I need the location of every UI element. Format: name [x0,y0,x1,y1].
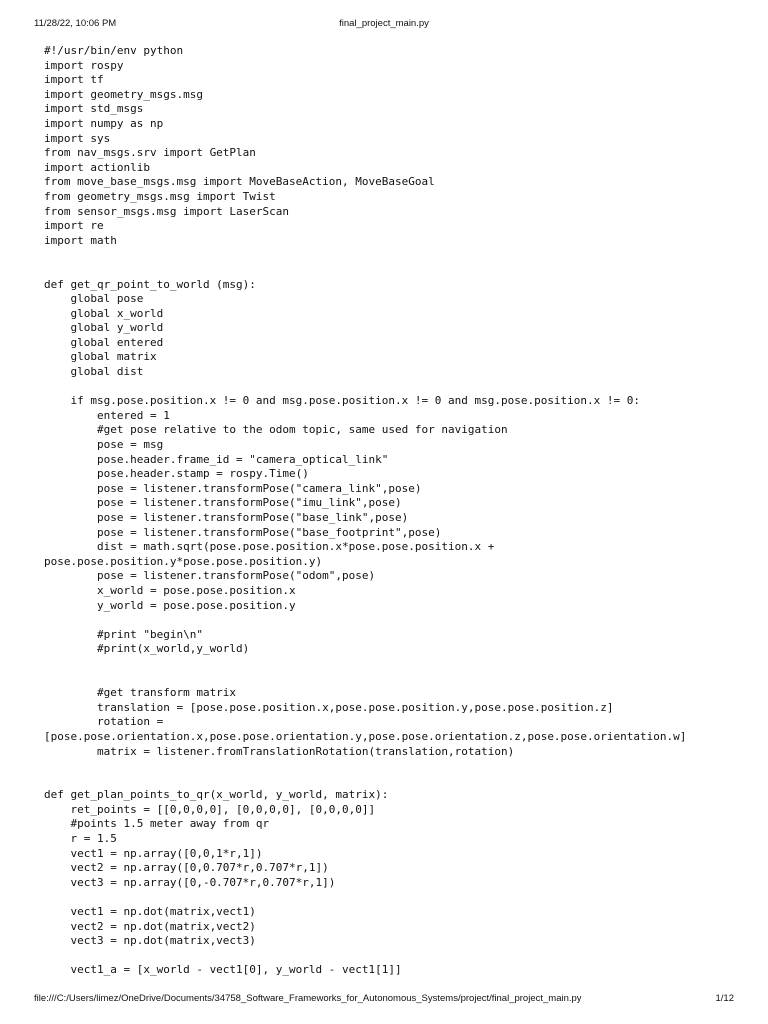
print-datetime: 11/28/22, 10:06 PM [34,18,117,29]
code-line: global x_world [44,306,164,320]
code-line: vect1 = np.dot(matrix,vect1) [44,905,256,919]
code-line: global pose [44,292,144,306]
code-line: import sys [44,131,111,145]
page-number: 1/12 [715,993,734,1004]
code-line: def get_qr_point_to_world (msg): [44,277,256,291]
code-line: translation = [pose.pose.position.x,pose.pose.position.y,pose.pose.position.z] [44,700,614,714]
code-line: y_world = pose.pose.position.y [44,598,296,612]
code-listing [44,44,686,978]
code-line: import std_msgs [44,102,144,116]
code-line: vect3 = np.dot(matrix,vect3) [44,934,256,948]
code-line: from nav_msgs.srv import GetPlan [44,146,256,160]
code-line: #!/usr/bin/env python [44,44,184,57]
code-line: pose = listener.transformPose("camera_link",pose) [44,481,422,495]
code-line: rotation = [44,715,164,729]
code-line: pose = listener.transformPose("imu_link",pose) [44,496,402,510]
code-line: from move_base_msgs.msg import MoveBaseAction, MoveBaseGoal [44,175,435,189]
code-line: vect1 = np.array([0,0,1*r,1]) [44,846,263,860]
code-line: ret_points = [[0,0,0,0], [0,0,0,0], [0,0,0,0]] [44,802,376,816]
code-line: pose.header.stamp = rospy.Time() [44,467,309,481]
code-line: dist = math.sqrt(pose.pose.position.x*pose.pose.position.x + [44,540,495,554]
code-line: pose.pose.position.y*pose.pose.position.y) [44,554,323,568]
code-line: import math [44,233,117,247]
code-line: pose = listener.transformPose("base_footprint",pose) [44,525,442,539]
code-line: import geometry_msgs.msg [44,87,203,101]
code-line: pose = listener.transformPose("base_link",pose) [44,511,409,524]
code-line: vect3 = np.array([0,-0.707*r,0.707*r,1]) [44,875,336,889]
code-line: import rospy [44,58,124,72]
code-line: pose = msg [44,438,164,452]
code-line: def get_plan_points_to_qr(x_world, y_world, matrix): [44,788,389,802]
code-line: import re [44,219,104,233]
code-line: vect1_a = [x_world - vect1[0], y_world - vect1[1]] [44,963,402,977]
code-line: from geometry_msgs.msg import Twist [44,189,276,203]
code-line: pose = listener.transformPose("odom",pose) [44,569,376,583]
code-line: #get transform matrix [44,686,237,700]
code-line: global dist [44,365,144,379]
document-title: final_project_main.py [339,18,429,29]
code-line: #points 1.5 meter away from qr [44,817,270,831]
code-line: global entered [44,335,164,349]
code-line: global y_world [44,321,164,335]
code-line: [pose.pose.orientation.x,pose.pose.orientation.y,pose.pose.orientation.z,pose.pose.orientation.w] [44,729,687,743]
code-line: global matrix [44,350,157,364]
code-line: import numpy as np [44,116,164,130]
code-line: from sensor_msgs.msg import LaserScan [44,204,290,218]
code-line: import tf [44,73,104,87]
code-line: #print "begin\n" [44,627,203,641]
code-line: vect2 = np.dot(matrix,vect2) [44,919,256,933]
code-line: x_world = pose.pose.position.x [44,583,296,597]
code-line: r = 1.5 [44,832,117,846]
code-line: pose.header.frame_id = "camera_optical_link" [44,452,389,466]
file-path: file:///C:/Users/limez/OneDrive/Documents/34758_Software_Frameworks_for_Autonomous_Systems/project/final_project_main.py [34,993,582,1004]
code-line: #print(x_world,y_world) [44,642,250,656]
code-line: vect2 = np.array([0,0.707*r,0.707*r,1]) [44,861,329,875]
code-line: if msg.pose.position.x != 0 and msg.pose.position.x != 0 and msg.pose.position.x != 0: [44,394,641,408]
code-line: import actionlib [44,160,150,174]
code-line: #get pose relative to the odom topic, same used for navigation [44,423,508,437]
code-line: matrix = listener.fromTranslationRotation(translation,rotation) [44,744,515,758]
code-line: entered = 1 [44,408,170,422]
